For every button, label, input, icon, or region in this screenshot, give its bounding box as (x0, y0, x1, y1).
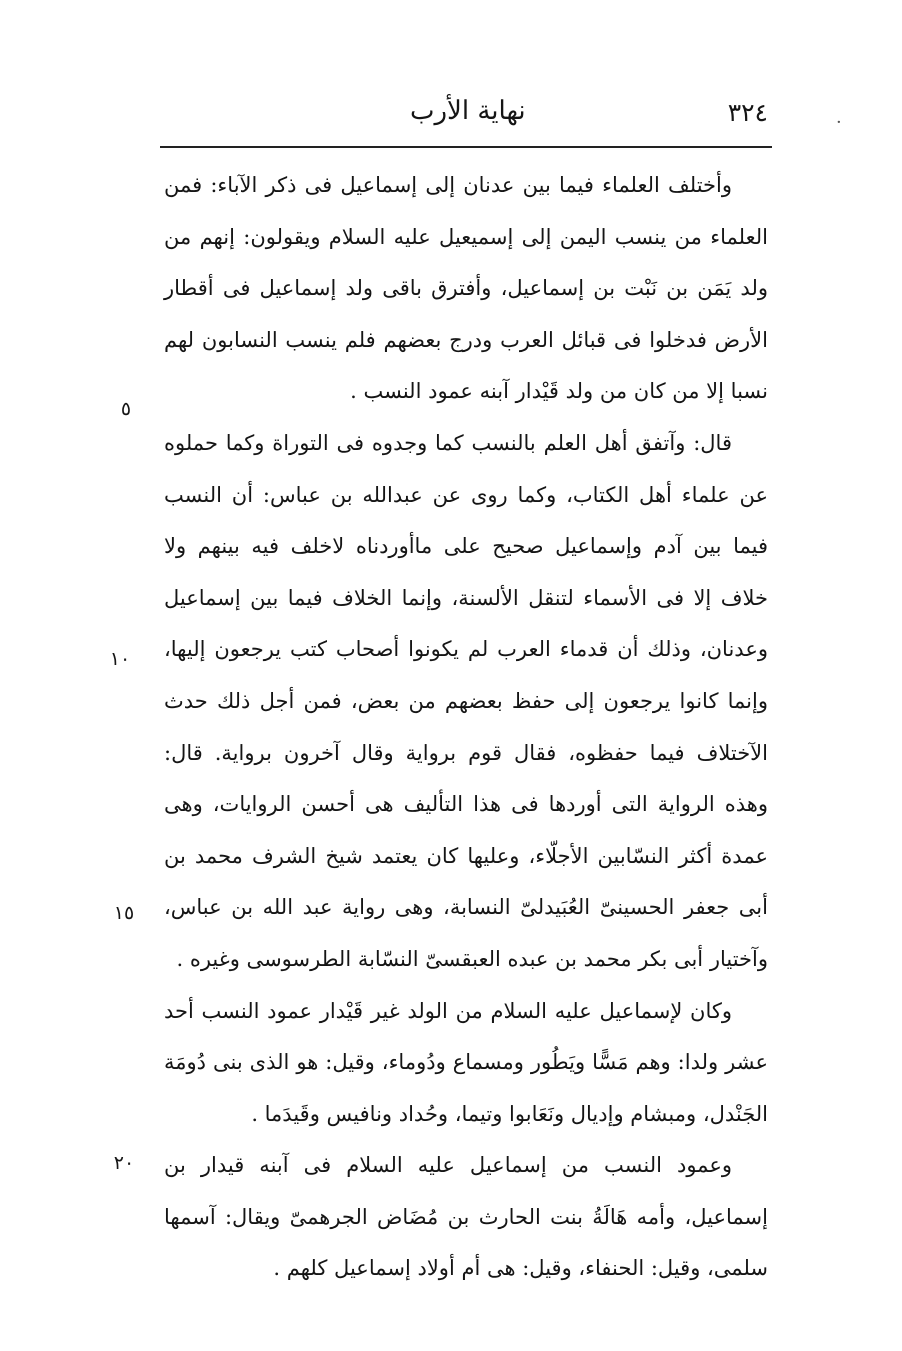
page-number: ٣٢٤ (727, 98, 768, 127)
line-number-20: ٢٠ (113, 1152, 135, 1174)
running-title: نهاية الأرب (410, 96, 526, 126)
paragraph-2: قال: وآتفق أهل العلم بالنسب كما وجدوه فى التوراة وكما حملوه عن علماء أهل الكتاب، وكما روى عن عبدالله بن عباس: أن النسب فيما بين آدم وإسماعيل صحيح على ماأوردناه لاخلف فيه بينهم ولا خلاف إلا فى الأسماء لتنقل الألسنة، وإنما الخلاف فيما بين إسماعيل وعدنان، وذلك أن قدماء العرب لم يكونوا أصحاب كتب يرجعون إليها، وإنما كانوا يرجعون إلى حفظ بعضهم من بعض، فمن أجل ذلك حدث الآختلاف فيما حفظوه، فقال قوم برواية وقال آخرون برواية. قال: وهذه الرواية التى أوردها فى هذا التأليف هى أحسن الروايات، وهى عمدة أكثر النسّابين الأجلّاء، وعليها كان يعتمد شيخ الشرف محمد بن أبى جعفر الحسينىّ العُبَيدلىّ النسابة، وهى رواية عبد الله بن عباس، وآختيار أبى بكر محمد بن عبده العبقسىّ النسّابة الطرسوسى وغيره . (164, 430, 768, 971)
paragraph-4: وعمود النسب من إسماعيل عليه السلام فى آبنه قيدار بن إسماعيل، وأمه هَالَةُ بنت الحارث بن مُضَاض الجرهمىّ ويقال: آسمها سلمى، وقيل: الحنفاء، وقيل: هى أم أولاد إسماعيل كلهم . (164, 1153, 768, 1281)
line-number-15: ١٥ (113, 902, 135, 924)
body-text (164, 160, 768, 1295)
header-rule (160, 146, 772, 148)
line-number-10: ١٠ (109, 648, 131, 670)
page-header (160, 96, 772, 140)
line-number-5: ٥ (120, 398, 132, 420)
paragraph-1: وأختلف العلماء فيما بين عدنان إلى إسماعيل فى ذكر الآباء: فمن العلماء من ينسب اليمن إلى إسميعيل عليه السلام ويقولون: إنهم من ولد يَمَن بن نَبْت بن إسماعيل، وأفترق باقى ولد إسماعيل فى أقطار الأرض فدخلوا فى قبائل العرب ودرج بعضهم فلم ينسب النسابون لهم نسبا إلا من كان من ولد قَيْدار آبنه عمود النسب . (164, 173, 768, 404)
scan-speck: · (836, 112, 842, 133)
paragraph-3: وكان لإسماعيل عليه السلام من الولد غير قَيْدار عمود النسب أحد عشر ولدا: وهم مَسًّا ويَطُور ومسماع ودُوماء، وقيل: هو الذى بنى دُومَة الجَنْدل، ومبشام وإديال ونَعَابوا وتيما، وحُداد ونافيس وقَيدَما . (164, 998, 768, 1126)
